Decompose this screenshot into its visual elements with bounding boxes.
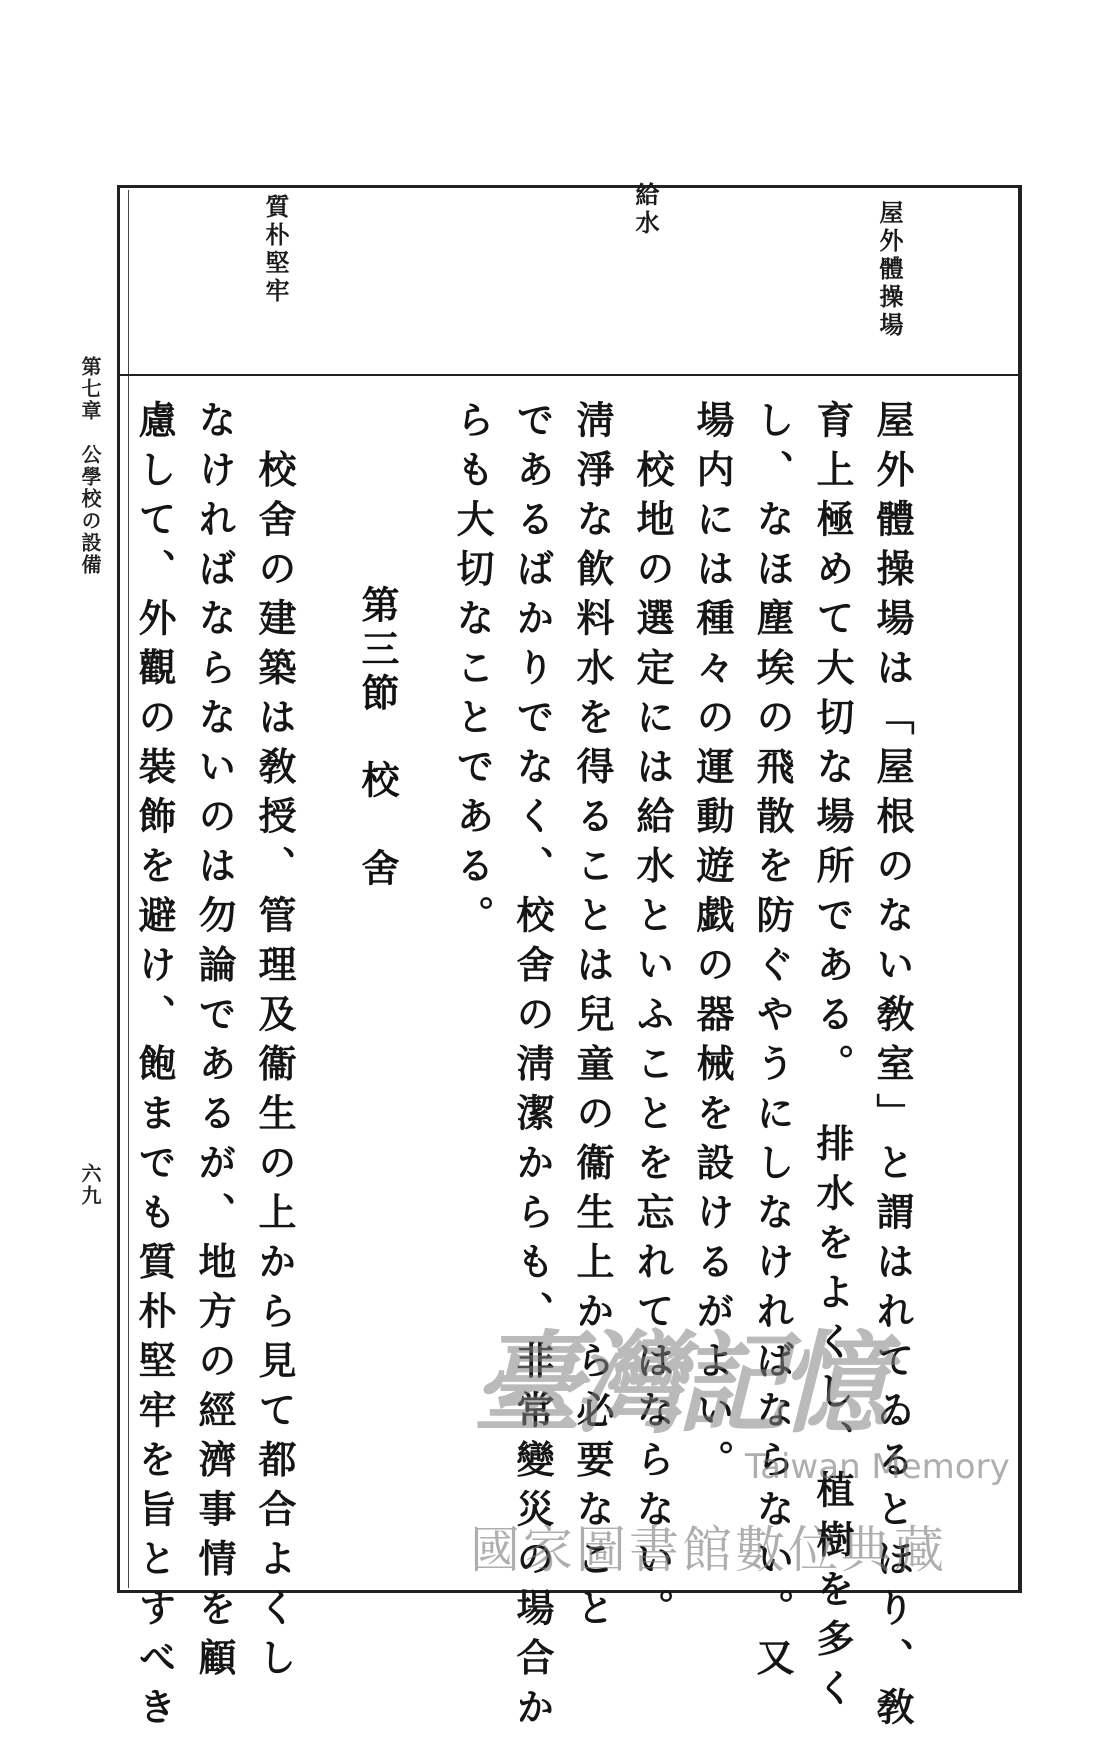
text-column-2: 育上極めて大切な場所である。 排水をよくし、植樹を多く: [810, 400, 855, 1718]
text-column-8: らも大切なことである。: [450, 400, 495, 945]
text-column-4: 場内には種々の運動遊戯の器械を設けるがよい。: [690, 400, 735, 1489]
text-column-6: 淸淨な飮料水を得ることは兒童の衞生上から必要なこと: [570, 400, 615, 1638]
running-head: 第七章 公學校の設備: [78, 356, 102, 576]
frame-inner-rule: [128, 190, 129, 1588]
text-column-5: 校地の選定には給水といふことを忘れてはならない。: [630, 400, 675, 1638]
watermark-chinese: 國家圖書館數位典藏: [470, 1521, 947, 1579]
text-column-10: なければならないのは勿論であるが、地方の經濟事情を顧: [192, 400, 237, 1687]
section-title: 校舍: [355, 760, 400, 936]
text-column-9: 校舍の建築は敎授、管理及衞生の上から見て都合よくし: [252, 400, 297, 1687]
watermark-seal: 臺灣記憶: [472, 1319, 880, 1448]
text-column-3: し、なほ塵埃の飛散を防ぐやうにしなければならない。又: [750, 400, 795, 1687]
header-rule: [117, 374, 1022, 376]
page-number: 六九: [78, 1163, 102, 1207]
text-column-11: 慮して、外觀の裝飾を避け、飽までも質朴堅牢を旨とすべき: [132, 400, 177, 1737]
text-column-7: であるばかりでなく、校舍の淸潔からも、非常變災の場合か: [510, 400, 555, 1737]
watermark-english: Taiwan Memory: [745, 1447, 1010, 1487]
section-number: 第三節: [355, 585, 400, 717]
margin-note-water-supply: 給水: [631, 182, 660, 238]
margin-note-outdoor-gym: 屋外體操場: [875, 200, 904, 340]
margin-note-simple-sturdy: 質朴堅牢: [261, 194, 290, 306]
text-column-1: 屋外體操場は「屋根のない敎室」と謂はれてゐるとほり、敎: [870, 400, 915, 1737]
